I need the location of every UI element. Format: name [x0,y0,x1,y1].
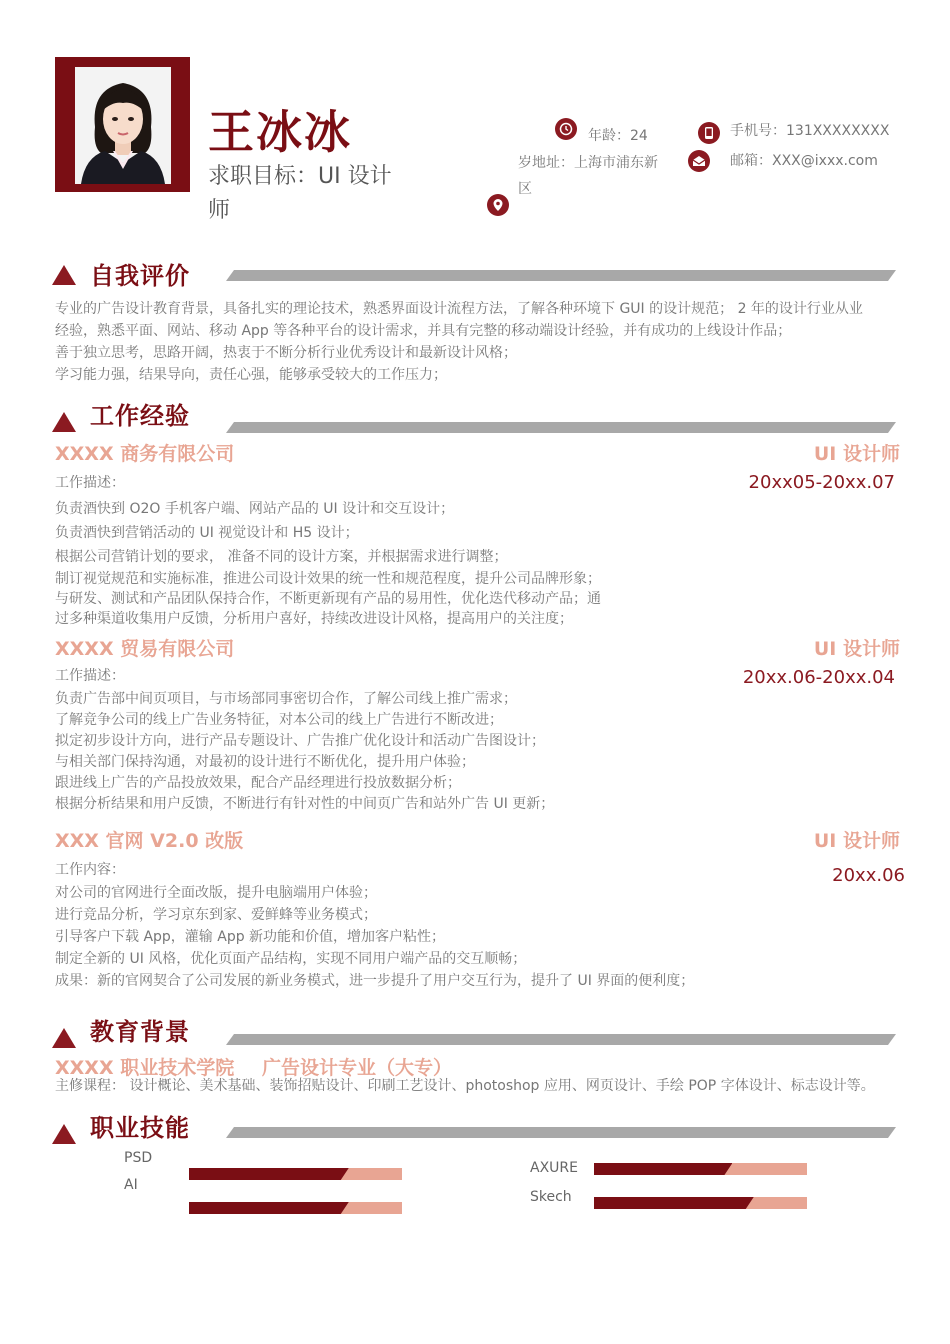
avatar [75,67,171,184]
skill-label: AI [124,1177,138,1193]
job-role: UI 设计师 [813,638,900,660]
job-company: XXXX 贸易有限公司 [55,638,235,660]
skill-label: PSD [124,1150,153,1166]
age-text: 年龄：24 [588,128,648,144]
skill-bar-fill [189,1168,349,1180]
skill-bar [594,1163,807,1175]
skill-bar-fill [189,1202,349,1214]
edu-major: 广告设计专业（大专） [262,1057,453,1079]
self-evaluation: 专业的广告设计教育背景，具备扎实的理论技术，熟悉界面设计流程方法，了解各种环境下 GUI 的设计规范； 2 年的设计行业从业 经验，熟悉平面、网站、移动 App 等各种平台的设计需求，并具有完整的移动端设计经验，并有成功的上线设计作品； 善于独立思考，思路开阔，热衷于不断分析行业优秀设计和最新设计风格； 学习能力强，结果导向，责任心强，能够承受较大的工作压力； [55,301,863,383]
skill-bar [189,1202,402,1214]
section-title-self: 自我评价 [90,262,190,290]
section-title-work: 工作经验 [90,402,190,430]
job-target: 求职目标：UI 设计 师 [208,164,392,223]
job-period: 20xx.06 [832,865,905,886]
section-divider [226,1127,896,1138]
section-title-skills: 职业技能 [90,1114,190,1142]
job-role: UI 设计师 [813,830,900,852]
email-text: 邮箱：XXX@ixxx.com [730,153,878,169]
section-divider [226,422,896,433]
skill-bar [189,1168,402,1180]
candidate-name: 王冰冰 [208,105,352,159]
phone-text: 手机号：131XXXXXXXX [730,123,890,139]
section-marker [52,265,76,285]
job-description: 工作内容： 对公司的官网进行全面改版，提升电脑端用户体验； 进行竞品分析，学习京东到家、爱鲜蜂等业务模式； 引导客户下载 App，灌输 App 新功能和价值，增加客户粘性； 制定全新的 UI 风格，优化页面产品结构，实现不同用户端产品的交互顺畅； 成果：新的官网契合了公司发展的新业务模式，进一步提升了用户交互行为，提升了 UI 界面的便利度； [55,862,695,989]
skill-label: Skech [530,1189,572,1205]
section-marker [52,412,76,432]
job-description: 工作描述： 负责广告部中间页项目，与市场部同事密切合作，了解公司线上推广需求； 了解竞争公司的线上广告业务特征，对本公司的线上广告进行不断改进； 拟定初步设计方向，进行产品专题设计、广告推广优化设计和活动广告图设计； 与相关部门保持沟通，对最初的设计进行不断优化，提升用户体验； 跟进线上广告的产品投放效果，配合产品经理进行投放数据分析； 根据分析结果和用户反馈，不断进行有针对性的中间页广告和站外广告 UI 更新； [55,668,555,812]
skill-bar-fill [594,1163,732,1175]
job-period: 20xx05-20xx.07 [748,472,895,493]
skill-label: AXURE [530,1160,578,1176]
phone-icon [698,122,720,144]
skill-bar-fill [594,1197,754,1209]
edu-school: XXXX 职业技术学院 [55,1057,235,1079]
address-text-cont: 区 [518,181,532,197]
section-divider [226,270,896,281]
job-company: XXXX 商务有限公司 [55,443,235,465]
section-marker [52,1028,76,1048]
clock-icon [555,118,577,140]
section-marker [52,1124,76,1144]
job-company: XXX 官网 V2.0 改版 [55,830,244,852]
mail-icon [688,150,710,172]
job-period: 20xx.06-20xx.04 [742,667,895,688]
job-role: UI 设计师 [813,443,900,465]
address-text: 岁地址：上海市浦东新 [518,155,658,171]
location-pin-icon [487,194,509,216]
skill-bar [594,1197,807,1209]
section-title-edu: 教育背景 [90,1018,190,1046]
job-description: 工作描述： 负责酒快到 O2O 手机客户端、网站产品的 UI 设计和交互设计； 负责酒快到营销活动的 UI 视觉设计和 H5 设计； 根据公司营销计划的要求， 准备不同的设计方案，并根据需求进行调整； 制订视觉规范和实施标准，推进公司设计效果的统一性和规范程度，提升公司品牌形象； 与研发、测试和产品团队保持合作，不断更新现有产品的易用性，优化迭代移动产品；通 过多种渠道收集用户反馈，分析用户喜好，持续改进设计风格，提高用户的关注度； [55,475,601,627]
edu-courses: 主修课程： 设计概论、美术基础、装饰招贴设计、印刷工艺设计、photoshop 应用、网页设计、手绘 POP 字体设计、标志设计等。 [55,1078,875,1094]
section-divider [226,1034,896,1045]
